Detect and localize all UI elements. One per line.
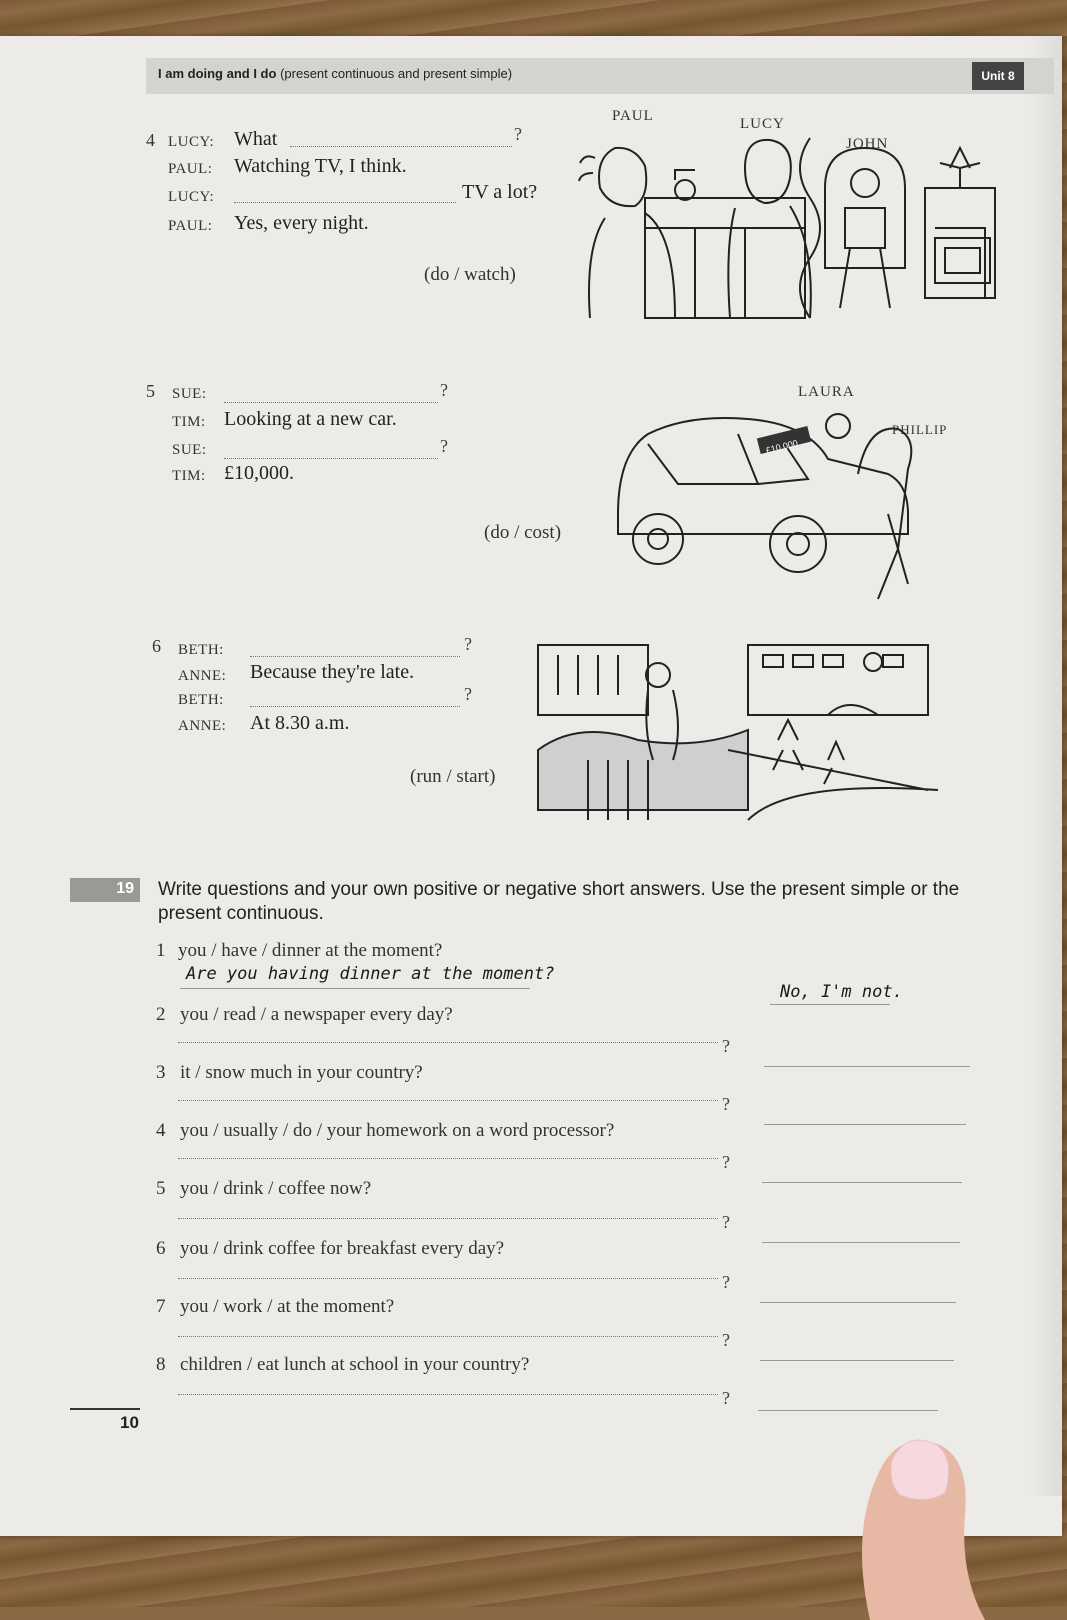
item-5-short-answer-blank[interactable] bbox=[762, 1242, 960, 1243]
item-6-question-blank[interactable] bbox=[178, 1278, 718, 1279]
ex6-line-2-text: Because they're late. bbox=[250, 661, 415, 683]
item-7-qmark: ? bbox=[722, 1330, 730, 1350]
page-number: 10 bbox=[120, 1413, 139, 1432]
item-7-short-answer-blank[interactable] bbox=[760, 1360, 954, 1361]
item-1-prompt: you / have / dinner at the moment? bbox=[178, 940, 443, 961]
ex5-speaker-3: SUE: bbox=[172, 442, 207, 458]
item-3-qmark: ? bbox=[722, 1094, 730, 1114]
item-5-number: 5 bbox=[156, 1178, 166, 1199]
ex5-car-illustration bbox=[608, 404, 938, 594]
label-john: JOHN bbox=[846, 136, 889, 152]
exercise-19-number: 19 bbox=[116, 880, 134, 897]
label-phillip: PHILLIP bbox=[892, 422, 948, 437]
item-7-prompt: you / work / at the moment? bbox=[180, 1296, 395, 1317]
item-5-question-blank[interactable] bbox=[178, 1218, 718, 1219]
page-header-title bbox=[158, 66, 512, 81]
ex5-line-3-end: ? bbox=[440, 436, 448, 456]
item-3-number: 3 bbox=[156, 1062, 166, 1083]
exercise-19-instruction: Write questions and your own positive or negative short answers. Use the present simple or the present continuous. bbox=[158, 879, 960, 924]
item-7-question-blank[interactable] bbox=[178, 1336, 718, 1337]
ex5-line-4-text: £10,000. bbox=[224, 462, 294, 484]
ex5-blank-2[interactable] bbox=[224, 458, 438, 459]
ex4-living-room-illustration bbox=[575, 128, 1015, 328]
header-title-bold: I am doing and I do bbox=[158, 66, 277, 81]
item-8-qmark: ? bbox=[722, 1388, 730, 1408]
item-2-short-answer-blank[interactable] bbox=[764, 1066, 970, 1067]
item-2-number: 2 bbox=[156, 1004, 166, 1025]
item-8-number: 8 bbox=[156, 1354, 166, 1375]
ex6-line-4-text: At 8.30 a.m. bbox=[250, 712, 350, 734]
item-1-answer-question[interactable]: Are you having dinner at the moment? bbox=[186, 964, 555, 984]
item-1-answer-line bbox=[180, 988, 530, 989]
ex5-blank-1[interactable] bbox=[224, 402, 438, 403]
item-4-qmark: ? bbox=[722, 1152, 730, 1172]
ex6-speaker-1: BETH: bbox=[178, 642, 224, 658]
item-3-short-answer-blank[interactable] bbox=[764, 1124, 966, 1125]
item-5-prompt: you / drink / coffee now? bbox=[180, 1178, 372, 1199]
item-3-question-blank[interactable] bbox=[178, 1100, 718, 1101]
ex4-line-3-end: TV a lot? bbox=[462, 181, 538, 203]
ex4-verb-hint: (do / watch) bbox=[424, 264, 516, 285]
ex5-speaker-2: TIM: bbox=[172, 414, 206, 430]
item-6-short-answer-blank[interactable] bbox=[760, 1302, 956, 1303]
car-price-tag: £10,000 bbox=[764, 437, 799, 456]
ex6-speaker-3: BETH: bbox=[178, 692, 224, 708]
item-4-prompt: you / usually / do / your homework on a word processor? bbox=[180, 1120, 615, 1141]
ex5-speaker-1: SUE: bbox=[172, 386, 207, 402]
ex6-line-1-end: ? bbox=[464, 634, 472, 654]
ex5-line-1-end: ? bbox=[440, 380, 448, 400]
item-3-prompt: it / snow much in your country? bbox=[180, 1062, 423, 1083]
item-6-prompt: you / drink coffee for breakfast every day? bbox=[180, 1238, 505, 1259]
ex6-blank-2[interactable] bbox=[250, 706, 460, 707]
ex4-blank-2[interactable] bbox=[234, 202, 456, 203]
ex4-blank-1[interactable] bbox=[290, 146, 512, 147]
item-7-number: 7 bbox=[156, 1296, 166, 1317]
item-1-number: 1 bbox=[156, 940, 166, 961]
label-lucy: LUCY bbox=[740, 116, 785, 132]
ex6-number: 6 bbox=[152, 636, 161, 656]
ex5-speaker-4: TIM: bbox=[172, 468, 206, 484]
item-1-short-answer-line bbox=[770, 1004, 890, 1005]
header-title-rest: (present continuous and present simple) bbox=[280, 66, 513, 81]
item-8-prompt: children / eat lunch at school in your country? bbox=[180, 1354, 530, 1375]
item-5-qmark: ? bbox=[722, 1212, 730, 1232]
item-2-prompt: you / read / a newspaper every day? bbox=[180, 1004, 453, 1025]
item-8-question-blank[interactable] bbox=[178, 1394, 718, 1395]
ex4-speaker-1: LUCY: bbox=[168, 134, 215, 150]
ex4-speaker-2: PAUL: bbox=[168, 161, 213, 177]
item-2-question-blank[interactable] bbox=[178, 1042, 718, 1043]
item-2-qmark: ? bbox=[722, 1036, 730, 1056]
exercise-19-badge bbox=[70, 878, 140, 902]
label-laura: LAURA bbox=[798, 384, 855, 400]
ex6-verb-hint: (run / start) bbox=[410, 766, 496, 787]
ex4-speaker-4: PAUL: bbox=[168, 218, 213, 234]
item-8-short-answer-blank[interactable] bbox=[758, 1410, 938, 1411]
finger-photo-overlay bbox=[830, 1420, 1000, 1620]
ex5-line-2-text: Looking at a new car. bbox=[224, 408, 397, 430]
page-number-rule bbox=[70, 1408, 140, 1410]
ex6-speaker-4: ANNE: bbox=[178, 718, 227, 734]
ex4-line-1-text: What bbox=[234, 128, 278, 150]
ex6-speaker-2: ANNE: bbox=[178, 668, 227, 684]
page-curl-shadow bbox=[1027, 36, 1067, 1496]
ex4-line-1-end: ? bbox=[514, 124, 522, 144]
item-6-number: 6 bbox=[156, 1238, 166, 1259]
ex6-school-street-illustration bbox=[528, 640, 940, 830]
ex4-number: 4 bbox=[146, 130, 155, 150]
item-4-number: 4 bbox=[156, 1120, 166, 1141]
item-1-short-answer[interactable]: No, I'm not. bbox=[780, 982, 903, 1002]
item-4-question-blank[interactable] bbox=[178, 1158, 718, 1159]
label-paul: PAUL bbox=[612, 108, 654, 124]
unit-tab: Unit 8 bbox=[972, 62, 1024, 90]
ex4-line-4-text: Yes, every night. bbox=[234, 212, 369, 234]
ex5-verb-hint: (do / cost) bbox=[484, 522, 562, 543]
ex4-line-2-text: Watching TV, I think. bbox=[234, 155, 407, 177]
ex6-line-3-end: ? bbox=[464, 684, 472, 704]
ex6-blank-1[interactable] bbox=[250, 656, 460, 657]
ex5-number: 5 bbox=[146, 381, 155, 401]
ex4-speaker-3: LUCY: bbox=[168, 189, 215, 205]
item-6-qmark: ? bbox=[722, 1272, 730, 1292]
item-4-short-answer-blank[interactable] bbox=[762, 1182, 962, 1183]
